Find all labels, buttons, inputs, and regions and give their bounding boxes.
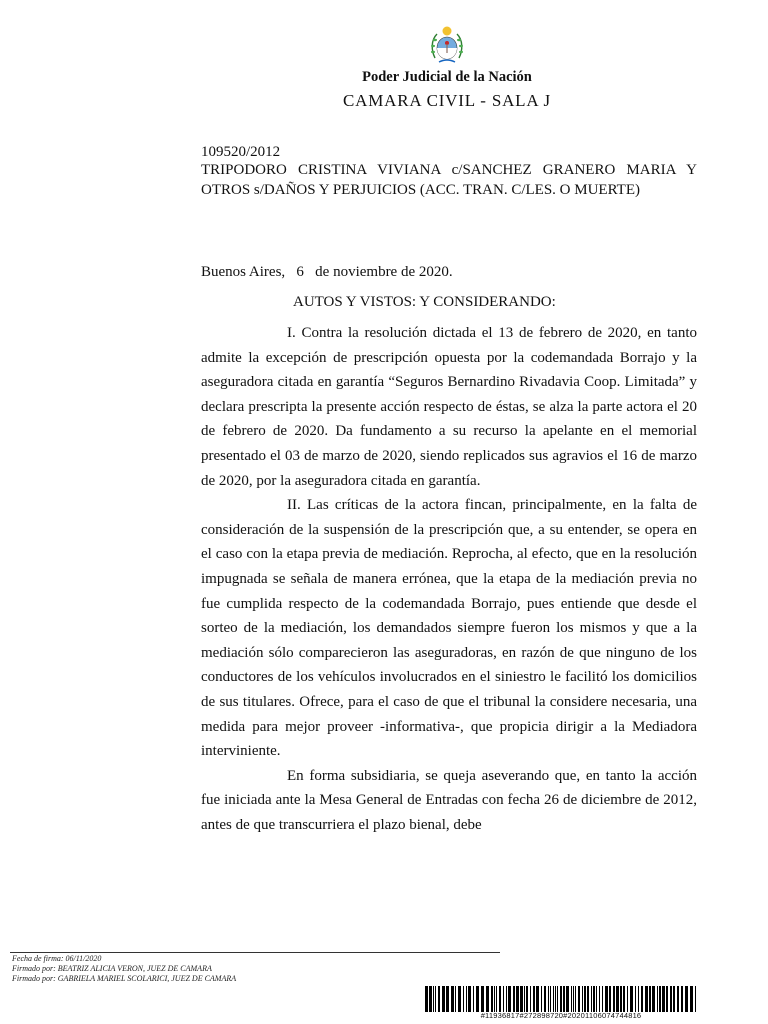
barcode-bar <box>553 986 554 1012</box>
barcode-bar <box>652 986 655 1012</box>
barcode-bar <box>623 986 625 1012</box>
barcode-bar <box>520 986 523 1012</box>
barcode-bar <box>630 986 633 1012</box>
barcode-bar <box>446 986 449 1012</box>
barcode-bar <box>685 986 688 1012</box>
barcode-bar <box>670 986 672 1012</box>
barcode-bar <box>433 986 434 1012</box>
signature-judge-2: Firmado por: GABRIELA MARIEL SCOLARICI, JUEZ DE CAMARA <box>12 974 237 983</box>
signature-date: Fecha de firma: 06/11/2020 <box>12 954 102 963</box>
barcode-bar <box>578 986 580 1012</box>
barcode-bar <box>659 986 661 1012</box>
barcode-bar <box>695 986 696 1012</box>
barcode-bar <box>481 986 484 1012</box>
barcode-bar <box>476 986 479 1012</box>
barcode-bar <box>563 986 565 1012</box>
barcode-bar <box>508 986 511 1012</box>
barcode-bar <box>486 986 489 1012</box>
barcode-bar <box>435 986 436 1012</box>
barcode-bar <box>526 986 528 1012</box>
barcode-bar <box>662 986 665 1012</box>
barcode-bar <box>657 986 658 1012</box>
signature-judge-1: Firmado por: BEATRIZ ALICIA VERON, JUEZ DE CAMARA <box>12 964 212 973</box>
barcode-bar <box>516 986 519 1012</box>
barcode-bar <box>513 986 515 1012</box>
paragraph-1: I. Contra la resolución dictada el 13 de febrero de 2020, en tanto admite la excepción de prescripción opuesta por la codemandada Borrajo y la aseguradora citada en garantía “Seguros Bernardino Rivadavia Coop. Limitada” y declara prescripta la presente acción respecto de éstas, se alza la parte actora el 20 de febrero de 2020. Da fundamento a su recurso la apelante en el memorial presentado el 03 de marzo de 2020, siendo replicados sus agravios el 16 de marzo de 2020, por la aseguradora citada en garantía. <box>201 325 697 489</box>
barcode-bar <box>541 986 542 1012</box>
barcode-bar <box>429 986 432 1012</box>
barcode-bar <box>494 986 495 1012</box>
barcode-bar <box>677 986 679 1012</box>
barcode-bar <box>616 986 619 1012</box>
barcode-bar <box>557 986 558 1012</box>
barcode-bar <box>463 986 464 1012</box>
barcode-bar <box>555 986 556 1012</box>
chamber-name: CAMARA CIVIL - SALA J <box>343 91 551 110</box>
barcode-number: #11936817#272898720#20201106074744816 <box>480 1011 642 1020</box>
case-caption: TRIPODORO CRISTINA VIVIANA c/SANCHEZ GRANERO MARIA Y OTROS s/DAÑOS Y PERJUICIOS (ACC. TRAN. C/LES. O MUERTE) <box>201 162 697 198</box>
barcode-bar <box>690 986 693 1012</box>
barcode-bar <box>582 986 583 1012</box>
footer-divider <box>10 952 500 953</box>
barcode-bar <box>645 986 648 1012</box>
barcode-bar <box>599 986 600 1012</box>
barcode-bar <box>468 986 471 1012</box>
paragraph-2: II. Las críticas de la actora fincan, principalmente, en la falta de consideración de la suspensión de la prescripción que, a su entender, se opera en el caso con la etapa previa de mediación. Reprocha, al efecto, que en la resolución impugnada se señala de manera errónea, que la etapa de la mediación previa no fue cumplida respecto de la codemandada Borrajo, pues entiende que desde el sorteo de la mediación, los demandados siempre fueron los mismos y que a la mediación sólo comparecieron las aseguradoras, en razón de que ninguno de los conductores de los vehículos involucrados en el siniestro le facilitó los domicilios de sus titulares. Ofrece, para el caso de que el tribunal la considere necesaria, una medida para mejor proveer -informativa-, que propicia dirigir a la Mediadora interviniente. <box>201 497 697 760</box>
barcode-bar <box>613 986 615 1012</box>
barcode-bar <box>571 986 572 1012</box>
barcode-bar <box>496 986 497 1012</box>
barcode-bar <box>602 986 603 1012</box>
barcode-bar <box>503 986 504 1012</box>
case-number: 109520/2012 <box>201 144 281 160</box>
barcode-bar <box>566 986 569 1012</box>
barcode-bar <box>638 986 639 1012</box>
barcode-bar <box>641 986 643 1012</box>
barcode-bar <box>548 986 549 1012</box>
section-heading: AUTOS Y VISTOS: Y CONSIDERANDO: <box>293 294 556 310</box>
barcode-bar <box>536 986 539 1012</box>
barcode-bar <box>491 986 493 1012</box>
barcode-bar <box>473 986 474 1012</box>
paragraph-3: En forma subsidiaria, se queja aseverando que, en tanto la acción fue iniciada ante la Mesa General de Entradas con fecha 26 de diciembre de 2012, antes de que transcurriera el plazo bienal, debe <box>201 767 697 833</box>
barcode-bar <box>458 986 461 1012</box>
barcode-bar <box>425 986 428 1012</box>
barcode-bar <box>593 986 595 1012</box>
barcode-bar <box>666 986 668 1012</box>
barcode-bar <box>533 986 535 1012</box>
barcode-bar <box>627 986 628 1012</box>
barcode-bar <box>573 986 574 1012</box>
dateline: Buenos Aires, 6 de noviembre de 2020. <box>201 264 453 280</box>
barcode-bar <box>587 986 589 1012</box>
barcode-bar <box>442 986 445 1012</box>
barcode-bar <box>499 986 501 1012</box>
court-name: Poder Judicial de la Nación <box>362 69 532 85</box>
barcode-bar <box>560 986 562 1012</box>
barcode-bar <box>596 986 597 1012</box>
barcode-bar <box>455 986 456 1012</box>
barcode-bar <box>681 986 683 1012</box>
barcode-bar <box>605 986 608 1012</box>
barcode-bar <box>544 986 546 1012</box>
barcode-bar <box>609 986 611 1012</box>
barcode-bar <box>635 986 636 1012</box>
barcode-bar <box>524 986 525 1012</box>
barcode-bar <box>438 986 440 1012</box>
barcode-bar <box>575 986 576 1012</box>
national-seal-emblem <box>429 24 465 64</box>
barcode-bar <box>649 986 651 1012</box>
barcode-bar <box>466 986 467 1012</box>
barcode-bar <box>673 986 675 1012</box>
barcode-bar <box>584 986 586 1012</box>
barcode-bar <box>530 986 531 1012</box>
barcode-bar <box>506 986 507 1012</box>
barcode-bar <box>550 986 551 1012</box>
resolution-body <box>201 321 697 837</box>
barcode-bar <box>591 986 592 1012</box>
barcode-bar <box>451 986 454 1012</box>
document-barcode <box>425 986 697 1012</box>
barcode-bar <box>620 986 622 1012</box>
